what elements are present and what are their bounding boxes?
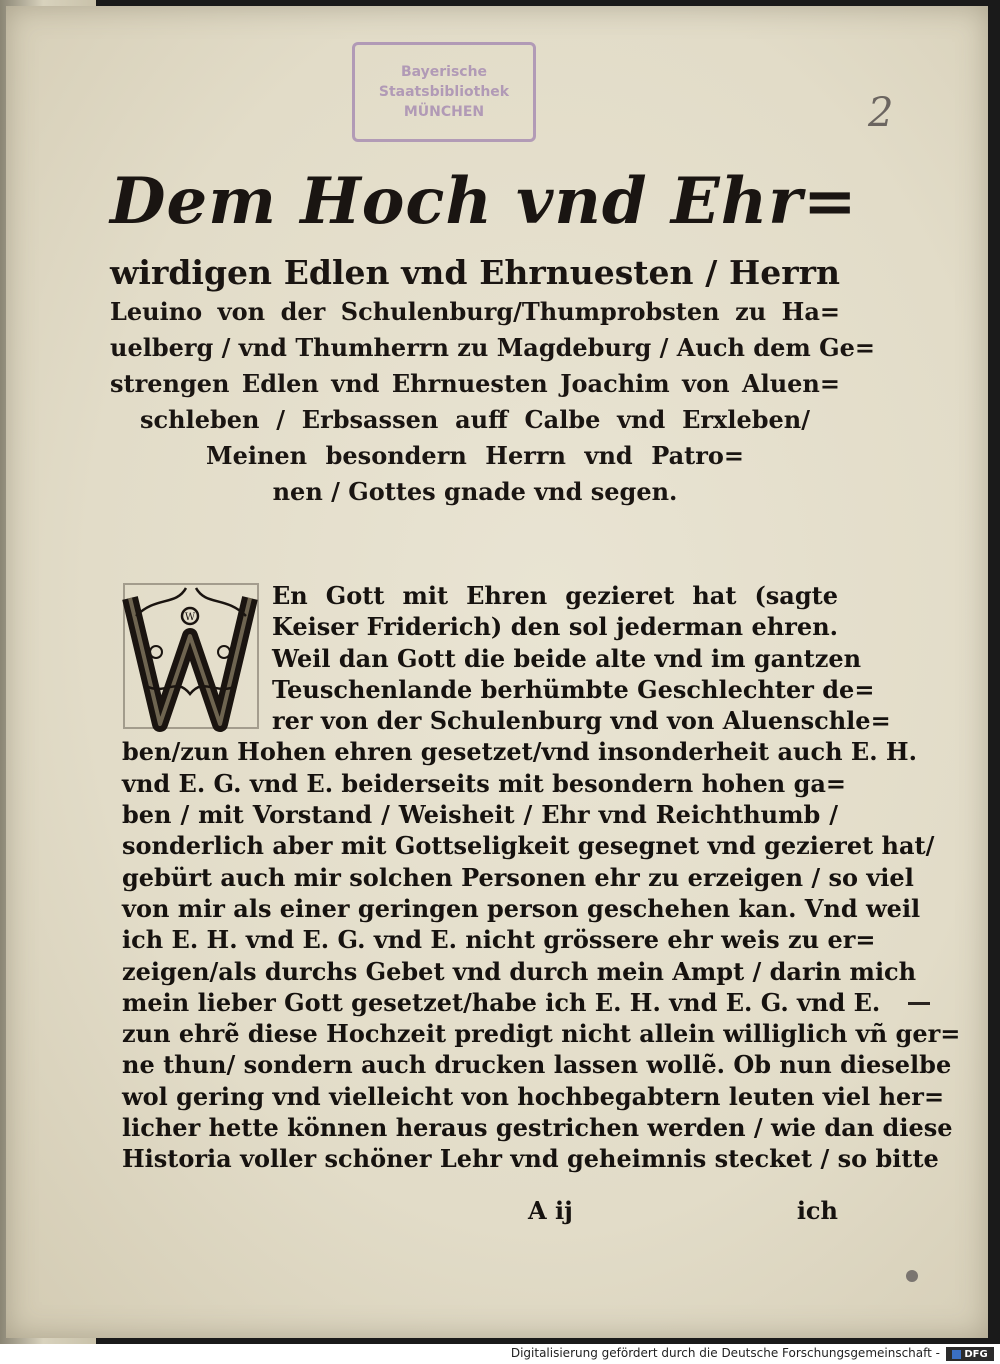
dedication-line: Meinen besondern Herrn vnd Patro= — [206, 441, 744, 470]
body-line: ich E. H. vnd E. G. vnd E. nicht grössere ehr weis zu er= — [122, 925, 876, 955]
stamp-line-3: MÜNCHEN — [403, 104, 485, 120]
dfg-logo-text: DFG — [964, 1348, 988, 1360]
body-line: mein lieber Gott gesetzet/habe ich E. H. vnd E. G. vnd E. — [122, 987, 881, 1017]
page-footer-line — [122, 1196, 838, 1230]
footer-bar — [0, 1344, 1000, 1364]
body-line: zeigen/als durchs Gebet vnd durch mein Ampt / darin mich — [122, 956, 917, 986]
body-line: licher hette können heraus gestrichen werden / wie dan diese — [122, 1113, 953, 1143]
dedication-heading — [110, 156, 875, 510]
body-line: Historia voller schöner Lehr vnd geheimnis stecket / so bitte — [122, 1144, 939, 1174]
dedication-line: wirdigen Edlen vnd Ehrnuesten / Herrn — [110, 253, 840, 292]
body-line: Weil dan Gott die beide alte vnd im gantzen — [272, 643, 862, 673]
book-page — [6, 6, 988, 1338]
dedication-line: Leuino von der Schulenburg/Thumprobsten zu Ha= — [110, 297, 840, 326]
body-line: zun ehrẽ diese Hochzeit predigt nicht allein williglich vñ ger= — [122, 1019, 961, 1049]
dfg-logo — [946, 1347, 994, 1361]
library-stamp — [352, 42, 536, 142]
body-line: ben/zun Hohen ehren gesetzet/vnd insonderheit auch E. H. — [122, 737, 917, 767]
body-line: En Gott mit Ehren gezieret hat (sagte — [272, 581, 838, 610]
body-line: von mir als einer geringen person geschehen kan. Vnd weil — [122, 893, 921, 923]
body-line: wol gering vnd vielleicht von hochbegabtern leuten viel her= — [122, 1081, 945, 1111]
body-line: Keiser Friderich) den sol jederman ehren. — [272, 612, 838, 642]
body-text — [122, 580, 961, 1175]
dedication-line: nen / Gottes gnade vnd segen. — [272, 477, 678, 506]
dedication-line: strengen Edlen vnd Ehrnuesten Joachim von Aluen= — [110, 369, 840, 398]
catchword: ich — [796, 1196, 838, 1225]
stamp-line-1: Bayerische — [400, 64, 488, 80]
dropcap-letter: W — [184, 612, 196, 623]
signature-mark: A ij — [528, 1196, 573, 1225]
stamp-line-2: Staatsbibliothek — [378, 84, 510, 100]
body-line: rer von der Schulenburg vnd von Aluenschle= — [272, 706, 891, 736]
funding-notice: Digitalisierung gefördert durch die Deutsche Forschungsgemeinschaft - — [510, 1346, 940, 1360]
body-line: sonderlich aber mit Gottseligkeit gesegnet vnd gezieret hat/ — [122, 831, 935, 861]
dedication-line: Dem Hoch vnd Ehr= — [110, 164, 858, 239]
body-line: vnd E. G. vnd E. beiderseits mit besondern hohen ga= — [122, 768, 847, 798]
body-line: ben / mit Vorstand / Weisheit / Ehr vnd Reichthumb / — [122, 800, 838, 830]
margin-dot — [906, 1270, 918, 1282]
margin-dash — [908, 1002, 930, 1005]
body-line: gebürt auch mir solchen Personen ehr zu erzeigen / so viel — [122, 862, 914, 892]
body-line: ne thun/ sondern auch drucken lassen wollẽ. Ob nun dieselbe — [122, 1050, 952, 1080]
dfg-logo-icon — [952, 1350, 961, 1359]
folio-number: 2 — [868, 90, 894, 136]
body-line: Teuschenlande berhümbte Geschlechter de= — [272, 674, 875, 704]
dedication-line: schleben / Erbsassen auff Calbe vnd Erxleben/ — [140, 405, 810, 434]
dedication-line: uelberg / vnd Thumherrn zu Magdeburg / Auch dem Ge= — [110, 333, 875, 362]
